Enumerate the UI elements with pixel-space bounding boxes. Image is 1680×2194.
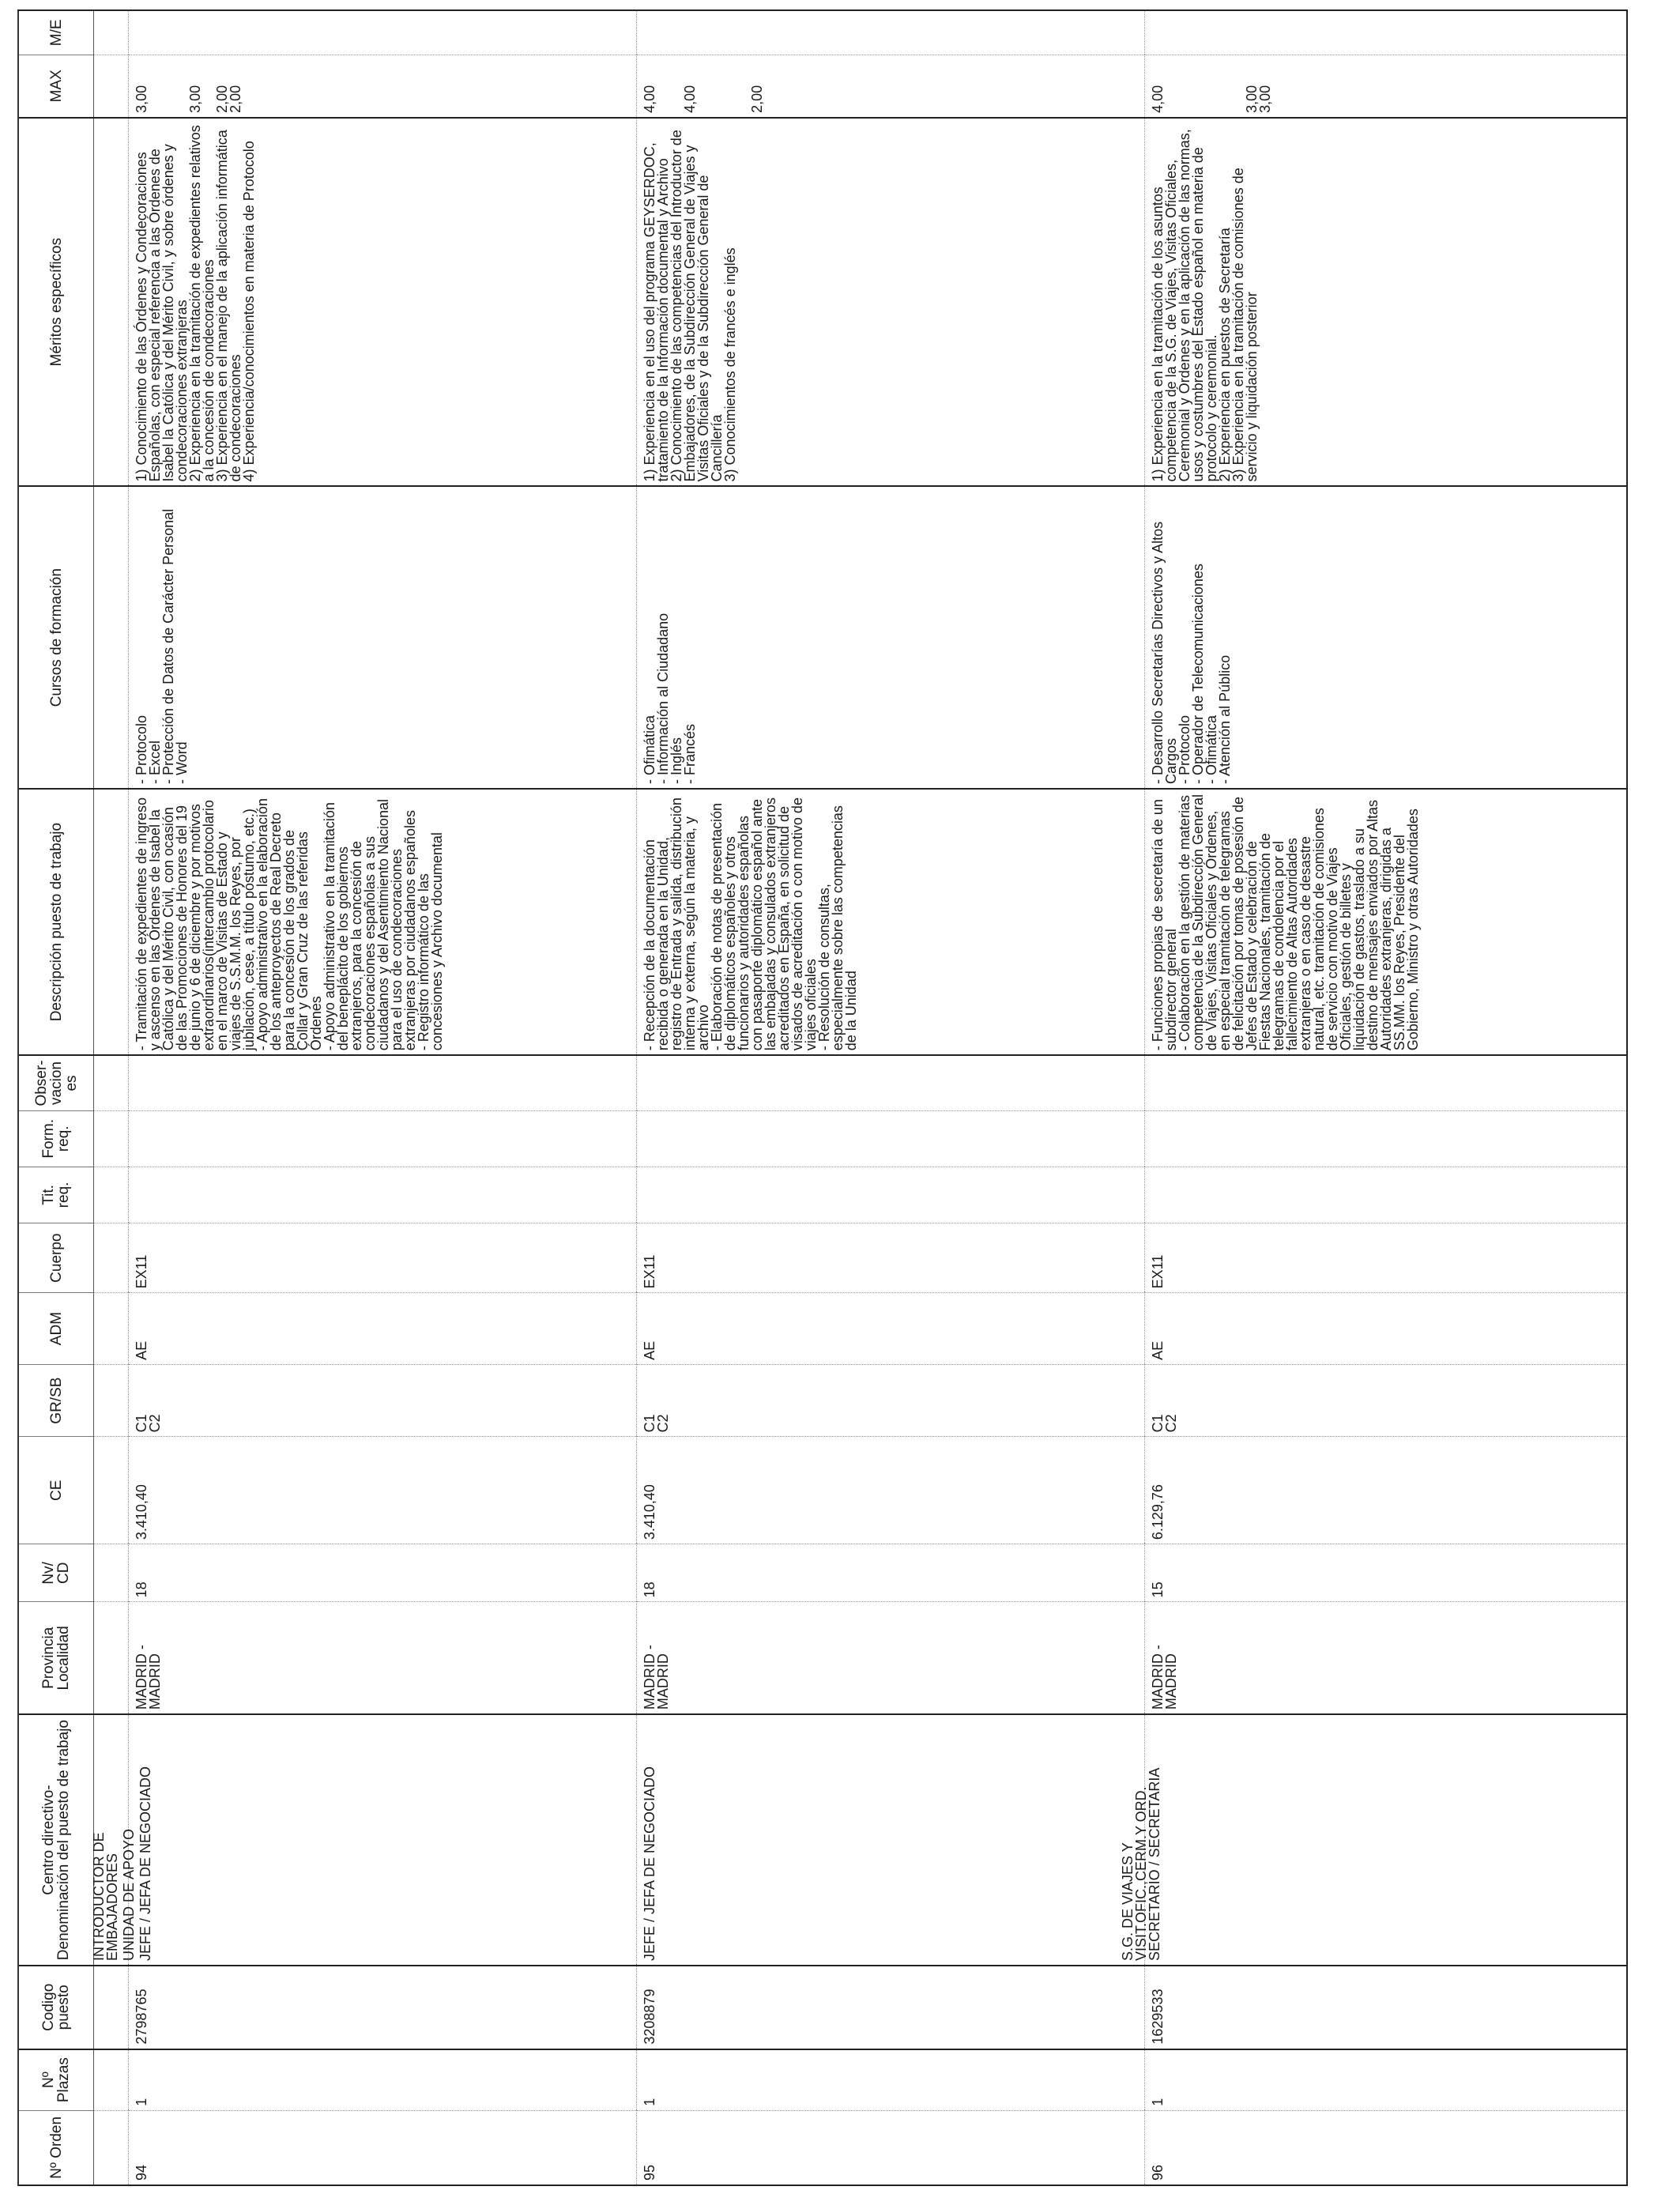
- cell-centro: [1120, 1714, 1627, 1966]
- cell-cursos: - Ofimática - Información al Ciudadano - Inglés - Francés: [637, 486, 1145, 789]
- merito-item: 3) Experiencia en el manejo de la aplicación informática de condecoraciones: [214, 130, 243, 482]
- cell-tit: [129, 1167, 637, 1223]
- cell-meritos: [637, 118, 1145, 487]
- cell-plazas: 1: [1145, 2049, 1627, 2111]
- header-ce: CE: [18, 1437, 94, 1544]
- max-value: 2,00: [228, 85, 243, 113]
- header-form: Form. req.: [18, 1110, 94, 1167]
- cell-form: [1145, 1110, 1627, 1167]
- header-codigo: Codigo puesto: [18, 1966, 94, 2049]
- max-value: 4,00: [682, 85, 698, 113]
- header-cuerpo: Cuerpo: [18, 1223, 94, 1292]
- merito-item: 3) Conocimientos de francés e inglés: [722, 247, 738, 482]
- cell-obs: [1145, 1055, 1627, 1110]
- puesto-denominacion: JEFE / JEFA DE NEGOCIADO: [642, 1766, 657, 1962]
- header-cursos: Cursos de formación: [18, 486, 94, 789]
- max-value: 4,00: [1150, 85, 1166, 113]
- cell-descripcion: - Recepción de la documentación recibida o generada en la Unidad, registro de Entrada y salida, distribución interna y externa, según la materia, y archivo - Elaboración de notas de presentación de diplomáticos españoles y otros funcionarios y autoridades españolas con pasaporte diplomático español ante las embajadas y consulados extranjeros acreditados en España, en solicitud de visados de acreditación o con motivo de viajes oficiales - Resolución de consultas, especialmente sobre las competencias de la Unidad: [637, 789, 1145, 1055]
- max-value: 3,00: [134, 85, 149, 113]
- max-value: 4,00: [642, 85, 657, 113]
- cell-me: [1145, 10, 1627, 55]
- cell-tit: [637, 1167, 1145, 1223]
- header-tit: Tit. req.: [18, 1167, 94, 1223]
- cell-tit: [1145, 1167, 1627, 1223]
- cell-cursos: - Desarrollo Secretarías Directivos y Altos Cargos - Protocolo - Operador de Telecomunicaciones - Ofimática - Atención al Público: [1145, 486, 1627, 789]
- cell-centro: [91, 1714, 637, 1966]
- cell-provincia: MADRID - MADRID: [1145, 1602, 1627, 1714]
- merito-item: 4) Experiencia/conocimientos en materia de Protocolo: [241, 141, 257, 482]
- cell-adm: AE: [1145, 1293, 1627, 1365]
- cell-centro: [637, 1714, 1145, 1966]
- cell-me: [637, 10, 1145, 55]
- header-orden: Nº Orden: [18, 2110, 94, 2185]
- puesto-denominacion: JEFE / JEFA DE NEGOCIADO: [137, 1766, 153, 1962]
- cell-codigo: 2798765: [129, 1966, 637, 2049]
- merito-item: 2) Conocimiento de las competencias del Introductor de Embajadores, de la Subdirección General de Viajes y Visitas Oficiales y de la Subdirección General de Cancillería: [669, 130, 725, 482]
- cell-codigo: 1629533: [1145, 1966, 1627, 2049]
- cell-adm: AE: [637, 1293, 1145, 1365]
- table-row: [637, 10, 1145, 2185]
- header-provincia: Provincia Localidad: [18, 1602, 94, 1714]
- cell-max: [1145, 55, 1627, 118]
- table-row: [129, 10, 637, 2185]
- max-value: 3,00: [1257, 85, 1273, 113]
- max-value: 3,00: [187, 85, 203, 113]
- cell-orden: 96: [1145, 2110, 1627, 2185]
- cell-cursos: - Protocolo - Excel - Protección de Datos de Carácter Personal - Word: [129, 486, 637, 789]
- merito-item: 1) Experiencia en el uso del programa GEYSERDOC, tratamiento de la Información documental y Archivo: [642, 142, 671, 482]
- header-max: MAX: [18, 55, 94, 118]
- cell-grsb: C1 C2: [637, 1364, 1145, 1437]
- cell-grsb: C1 C2: [129, 1364, 637, 1437]
- header-grsb: GR/SB: [18, 1364, 94, 1437]
- cell-ce: 6.129,76: [1145, 1437, 1627, 1544]
- merito-item: 2) Experiencia en la tramitación de expedientes relativos a la concesión de condecoraciones: [187, 125, 217, 482]
- cell-obs: [637, 1055, 1145, 1110]
- cell-nivel: 18: [637, 1544, 1145, 1602]
- cell-provincia: MADRID - MADRID: [637, 1602, 1145, 1714]
- cell-max: [129, 55, 637, 118]
- cell-plazas: 1: [129, 2049, 637, 2111]
- cell-descripcion: - Funciones propias de secretaría de un subdirector general - Colaboración en la gestión de materias competencia de la Subdirección General de Viajes, Visitas Oficiales y Órdenes, en especial tramitación de telegramas de felicitación por tomas de posesión de Jefes de Estado y celebración de Fiestas Nacionales, tramitación de telegramas de condolencia por el fallecimiento de Altas Autoridades extranjeras o en caso de desastre natural, etc. tramitación de comisiones de servicio con motivo de Viajes Oficiales, gestión de billetes y liquidación de gastos, traslado a su destino de mensajes enviados por Altas Autoridades extranjeras, dirigidas a SS.MM. los Reyes, Presidente del Gobierno, Ministro y otras Autoridades: [1145, 789, 1627, 1055]
- cell-meritos: [129, 118, 637, 487]
- header-descripcion: Descripción puesto de trabajo: [18, 789, 94, 1055]
- merito-item: 1) Conocimiento de las Órdenes y Condecoraciones Españolas, con especial referencia a las Órdenes de Isabel la Católica y del Mérito Civil, y sobre órdenes y condecoraciones extranjeras: [134, 144, 190, 482]
- cell-obs: [129, 1055, 637, 1110]
- merito-item: 3) Experiencia en la tramitación de comisiones de servicio y liquidación posterior: [1230, 168, 1260, 482]
- max-value: 3,00: [1244, 85, 1260, 113]
- merito-item: 1) Experiencia en la tramitación de los asuntos competencia de la S.G. de Viajes, Visitas Oficiales, Ceremonial y Órdenes y en la aplicación de las normas, usos y costumbres del Estado español en materia de protocolo y ceremonial.: [1150, 129, 1219, 482]
- cell-ce: 3.410,40: [129, 1437, 637, 1544]
- header-nivel: Nv/ CD: [18, 1544, 94, 1602]
- table-row: [1145, 10, 1627, 2185]
- cell-me: [129, 10, 637, 55]
- cell-nivel: 18: [129, 1544, 637, 1602]
- header-adm: ADM: [18, 1293, 94, 1365]
- cell-grsb: C1 C2: [1145, 1364, 1627, 1437]
- header-row: [18, 10, 94, 2185]
- cell-nivel: 15: [1145, 1544, 1627, 1602]
- max-value: 2,00: [214, 85, 230, 113]
- cell-cuerpo: EX11: [637, 1223, 1145, 1292]
- header-obs: Obser- vaciones: [18, 1055, 94, 1110]
- header-plazas: Nº Plazas: [18, 2049, 94, 2111]
- cell-plazas: 1: [637, 2049, 1145, 2111]
- cell-provincia: MADRID - MADRID: [129, 1602, 637, 1714]
- centro-directivo: INTRODUCTOR DE EMBAJADORES: [91, 1832, 120, 1962]
- cell-ce: 3.410,40: [637, 1437, 1145, 1544]
- cell-meritos: [1145, 118, 1627, 487]
- cell-form: [637, 1110, 1145, 1167]
- header-centro: Centro directivo- Denominación del puesto de trabajo: [18, 1714, 94, 1966]
- max-value: 2,00: [749, 85, 765, 113]
- header-meritos: Méritos específicos: [18, 118, 94, 487]
- cell-cuerpo: EX11: [1145, 1223, 1627, 1292]
- cell-orden: 94: [129, 2110, 637, 2185]
- cell-max: [637, 55, 1145, 118]
- puesto-denominacion: SECRETARIO / SECRETARIA: [1147, 1767, 1162, 1962]
- cell-orden: 95: [637, 2110, 1145, 2185]
- job-positions-table: [17, 9, 1628, 2186]
- header-me: M/E: [18, 10, 94, 55]
- merito-item: 2) Experiencia en puestos de Secretaría: [1217, 228, 1233, 482]
- cell-codigo: 3208879: [637, 1966, 1145, 2049]
- centro-directivo: S.G. DE VIAJES Y VISIT.OFIC.,CERM.Y ORD.: [1120, 1786, 1149, 1962]
- cell-form: [129, 1110, 637, 1167]
- cell-cuerpo: EX11: [129, 1223, 637, 1292]
- unidad: UNIDAD DE APOYO: [121, 1828, 137, 1962]
- cell-descripcion: - Tramitación de expedientes de ingreso y ascenso en las Órdenes de Isabel la Católica y del Mérito Civil, con ocasión de las Promociones de Honores del 19 de junio y 6 de diciembre y por motivos extraordinarios(intercambio protocolario en el marco de Visitas de Estado y viajes de S.S.M.M. los Reyes, por jubilación, cese, a título póstumo, etc.) - Apoyo administrativo en la elaboración de los anteproyectos de Real Decreto para la concesión de los grados de Collar y Gran Cruz de las referidas Órdenes - Apoyo administrativo en la tramitación del beneplácito de los gobiernos extranjeros, para la concesión de condecoraciones españolas a sus ciudadanos y del Asentimiento Nacional para el uso de condecoraciones extranjeras por ciudadanos españoles - Registro informático de las concesiones y Archivo documental: [129, 789, 637, 1055]
- cell-adm: AE: [129, 1293, 637, 1365]
